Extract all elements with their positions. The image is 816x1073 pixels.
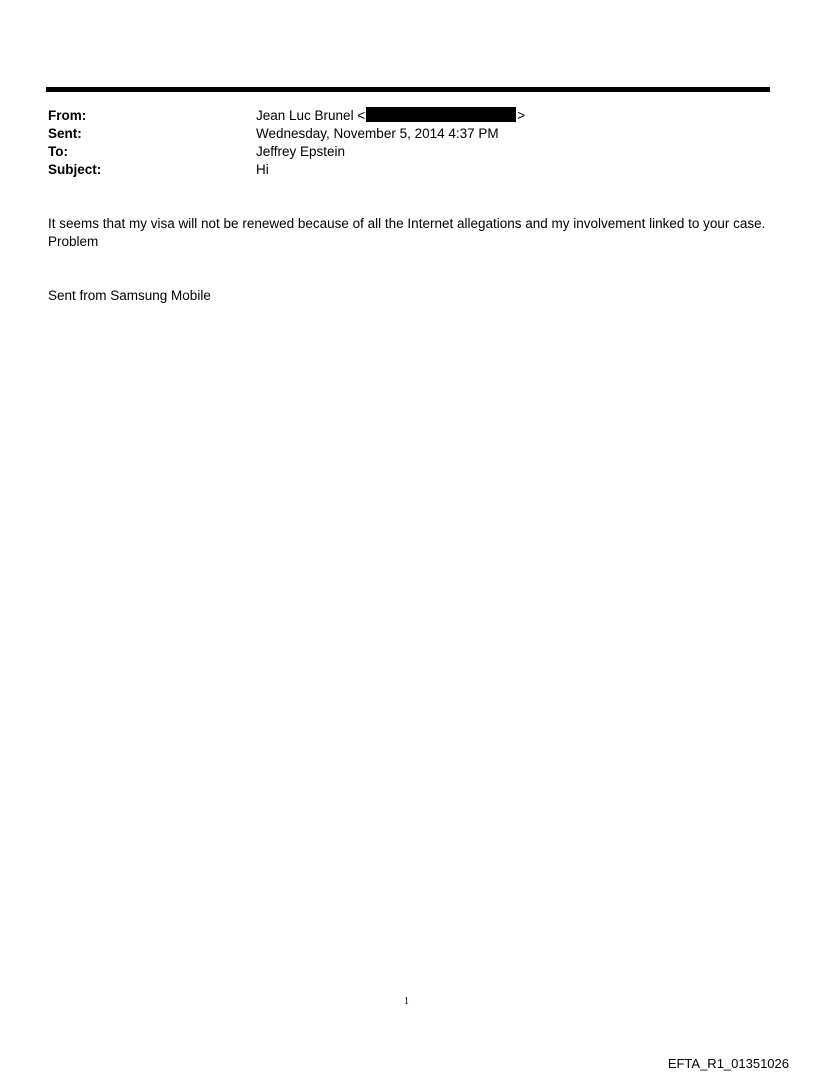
email-header [48, 107, 768, 179]
to-row [48, 143, 768, 161]
to-value: Jeffrey Epstein [256, 144, 346, 159]
redaction-block [366, 107, 516, 122]
header-divider [46, 87, 770, 92]
to-label: To: [48, 144, 68, 159]
subject-row [48, 161, 768, 179]
email-body [48, 215, 778, 251]
from-row [48, 107, 768, 125]
sender-name: Jean Luc Brunel < [256, 108, 366, 123]
sent-row [48, 125, 768, 143]
subject-value: Hi [256, 162, 269, 177]
body-line-1: It seems that my visa will not be renewed because of all the Internet allegations and my involvement linked to your case. [48, 216, 766, 231]
body-line-2: Problem [48, 234, 99, 249]
subject-label: Subject: [48, 162, 102, 177]
from-value [256, 107, 525, 125]
sent-value: Wednesday, November 5, 2014 4:37 PM [256, 126, 499, 141]
document-id: EFTA_R1_01351026 [667, 1056, 789, 1071]
from-label: From: [48, 108, 87, 123]
email-signature: Sent from Samsung Mobile [48, 288, 211, 303]
sender-email-close: > [517, 108, 526, 123]
sent-label: Sent: [48, 126, 82, 141]
page-number: 1 [404, 996, 409, 1007]
